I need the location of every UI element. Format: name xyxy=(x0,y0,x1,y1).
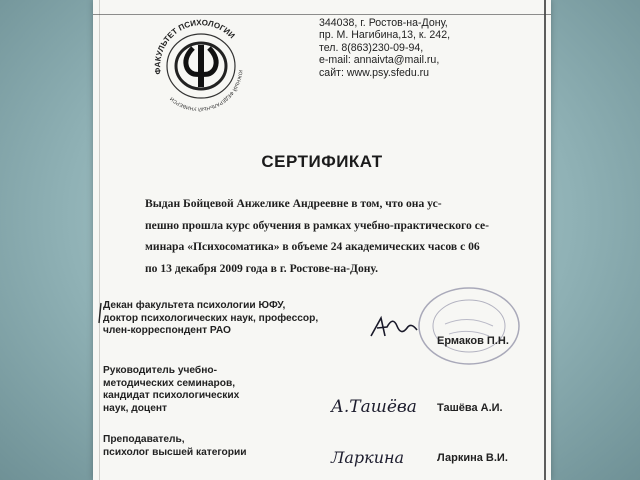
contact-block xyxy=(319,17,549,79)
role-line: наук, доцент xyxy=(103,402,168,414)
signature-larkina: Ларкина xyxy=(331,448,405,467)
body-line: пешно прошла курс обучения в рамках учебно-практического се- xyxy=(145,218,490,232)
body-line: по 13 декабря 2009 года в г. Ростове-на-Дону. xyxy=(145,261,378,275)
body-line: минара «Психосоматика» в объеме 24 академических часов с 06 xyxy=(145,240,480,254)
logo-ring-text: ФАКУЛЬТЕТ ПСИХОЛОГИИ xyxy=(153,18,237,75)
certificate-title: СЕРТИФИКАТ xyxy=(261,152,383,171)
signatory-name: Ларкина В.И. xyxy=(437,452,508,464)
round-stamp xyxy=(415,284,521,368)
role-line: Преподаватель, xyxy=(103,434,185,445)
signatory-role xyxy=(103,300,318,338)
signature-dean xyxy=(367,312,419,342)
logo-ring-text-lower: ЮЖНЫЙ ФЕДЕРАЛЬНЫЙ УНИВЕРСИ xyxy=(169,69,244,112)
role-line: Декан факультета психологии ЮФУ, xyxy=(103,300,286,311)
contact-email: e-mail: annaivta@mail.ru, xyxy=(319,54,440,67)
contact-street: пр. М. Нагибина,13, к. 242, xyxy=(319,29,451,42)
certificate-body xyxy=(145,193,545,279)
contact-website: сайт: www.psy.sfedu.ru xyxy=(319,66,430,79)
role-line: психолог высшей категории xyxy=(103,446,247,458)
signatory-role xyxy=(103,434,246,459)
certificate-sheet xyxy=(93,0,551,480)
role-line: Руководитель учебно- xyxy=(103,365,217,376)
body-line: Выдан Бойцевой Анжелике Андреевне в том, что она ус- xyxy=(145,197,442,210)
svg-text:ФАКУЛЬТЕТ ПСИХОЛОГИИ xyxy=(153,18,237,75)
contact-address: 344038, г. Ростов-на-Дону, xyxy=(319,17,448,29)
role-line: доктор психологических наук, профессор, xyxy=(103,312,319,324)
signature-tasheva: А.Ташёва xyxy=(331,397,417,417)
role-line: член-корреспондент РАО xyxy=(103,325,231,337)
role-line: кандидат психологических xyxy=(103,390,240,402)
signatory-name: Ташёва А.И. xyxy=(437,402,503,414)
faculty-logo xyxy=(143,12,255,112)
role-line: методических семинаров, xyxy=(103,377,236,389)
sheet-left-edge xyxy=(99,0,100,480)
signatory-role xyxy=(103,365,239,415)
faculty-logo-emblem xyxy=(143,12,255,112)
contact-phone: тел. 8(863)230-09-94, xyxy=(319,41,424,54)
signatory-name: Ермаков П.Н. xyxy=(437,335,509,347)
